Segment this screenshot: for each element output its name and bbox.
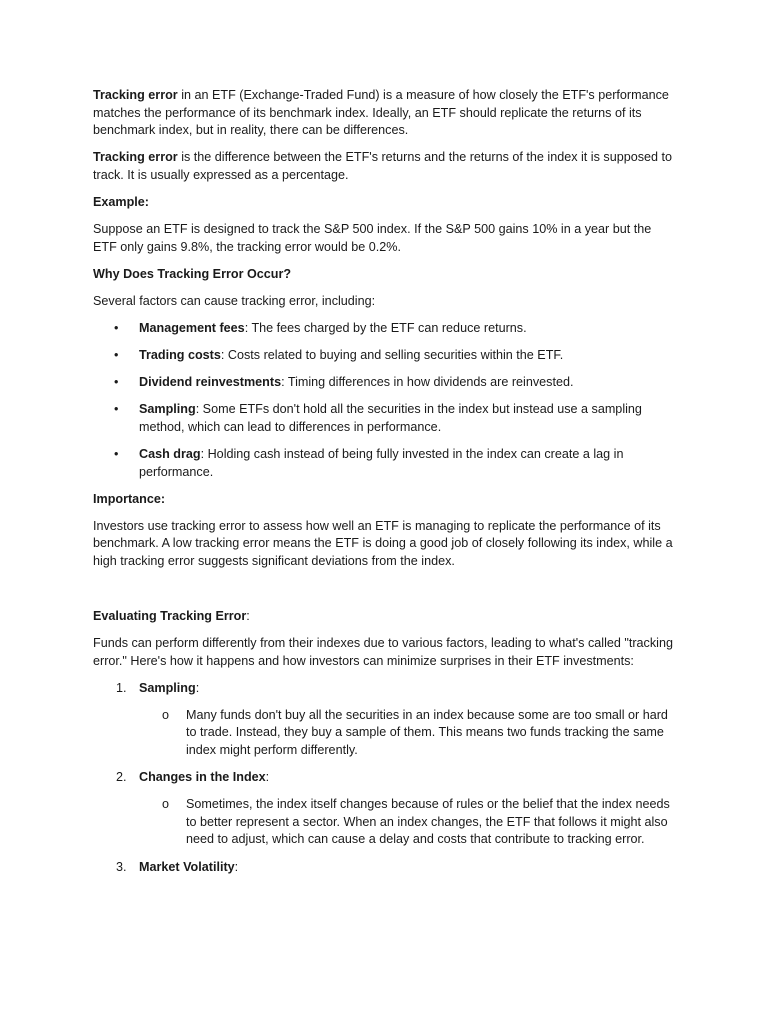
item-colon: : [265,770,270,785]
item-title: Sampling [139,680,196,695]
list-item-term: Sampling [139,402,196,417]
paragraph-text: is the difference between the ETF's returns and the returns of the index it is supposed to track. It is usually expressed as a percentage. [93,150,673,182]
list-item-term: Trading costs [139,348,221,363]
importance-paragraph: Investors use tracking error to assess how well an ETF is managing to replicate the performance of its benchmark. A low tracking error means the ETF is doing a good job of closely following its index, while a high tracking error suggests significant deviations from the index. [93,518,673,568]
evaluating-heading [93,608,677,626]
list-item [93,446,677,481]
bullet-icon: • [114,446,119,461]
term-tracking-error: Tracking error [93,150,178,165]
bullet-icon: • [114,375,119,390]
sub-list-item [139,707,677,760]
list-item [93,347,677,365]
numbered-item [93,680,677,760]
evaluating-lead: Funds can perform differently from their indexes due to various factors, leading to what's called "tracking error." Here's how it happens and how investors can minimize surprises in their ETF investments: [93,636,673,668]
list-item-text: : Costs related to buying and selling securities within the ETF. [220,348,564,363]
circle-bullet-icon: o [162,797,170,812]
item-number: 3. [116,859,127,874]
numbered-item [93,769,677,849]
list-item-text: : Holding cash instead of being fully invested in the index can create a lag in performance. [139,446,624,479]
term-tracking-error: Tracking error [93,88,178,102]
why-lead: Several factors can cause tracking error, including: [93,293,376,308]
why-heading [93,266,677,284]
sub-list-text: Many funds don't buy all the securities in an index because some are too small or hard to trade. Instead, they buy a sample of them. This means two funds tracking the same index might perform differently. [186,707,668,758]
list-item-term: Management fees [139,320,245,335]
example-paragraph: Suppose an ETF is designed to track the S&P 500 index. If the S&P 500 gains 10% in a year but the ETF only gains 9.8%, the tracking error would be 0.2%. [93,222,652,254]
list-item-text: : Timing differences in how dividends are reinvested. [281,375,574,390]
evaluating-list [93,680,677,876]
list-item-term: Dividend reinvestments [139,375,282,390]
factors-list [93,320,677,481]
intro-paragraph-1 [93,87,677,140]
heading-colon: : [246,608,250,623]
item-number: 1. [116,680,127,695]
document-body [93,87,677,886]
example-heading-text: Example: [93,194,149,209]
bullet-icon: • [114,320,119,335]
numbered-item [93,859,677,877]
sub-list [139,796,677,849]
list-item [93,401,677,436]
list-item [93,374,677,392]
example-heading [93,194,677,212]
item-title: Changes in the Index [139,770,266,785]
evaluating-heading-text: Evaluating Tracking Error [93,608,247,623]
sub-list [139,707,677,760]
circle-bullet-icon: o [162,707,170,722]
sub-list-text: Sometimes, the index itself changes because of rules or the belief that the index needs to better represent a sector. When an index changes, the ETF that follows it might also need to adjust, which can cause a delay and costs that contribute to tracking error. [186,797,670,847]
item-number: 2. [116,770,127,785]
importance-heading [93,491,677,509]
list-item-text: : The fees charged by the ETF can reduce returns. [244,320,527,335]
importance-heading-text: Importance: [93,491,166,506]
intro-paragraph-2 [93,149,677,184]
list-item [93,320,677,338]
item-title: Market Volatility [139,859,235,874]
paragraph-text: in an ETF (Exchange-Traded Fund) is a measure of how closely the ETF's performance matches the performance of its benchmark index. Ideally, an ETF should replicate the returns of its benchmark index, but in reality, there can be differences. [93,88,669,138]
item-colon: : [234,859,239,874]
blank-line [93,580,677,608]
bullet-icon: • [114,348,119,363]
item-colon: : [195,680,200,695]
list-item-text: : Some ETFs don't hold all the securities in the index but instead use a sampling method, which can lead to differences in performance. [139,402,642,434]
bullet-icon: • [114,402,119,417]
list-item-term: Cash drag [139,446,201,461]
sub-list-item [139,796,677,849]
why-heading-text: Why Does Tracking Error Occur? [93,266,292,281]
